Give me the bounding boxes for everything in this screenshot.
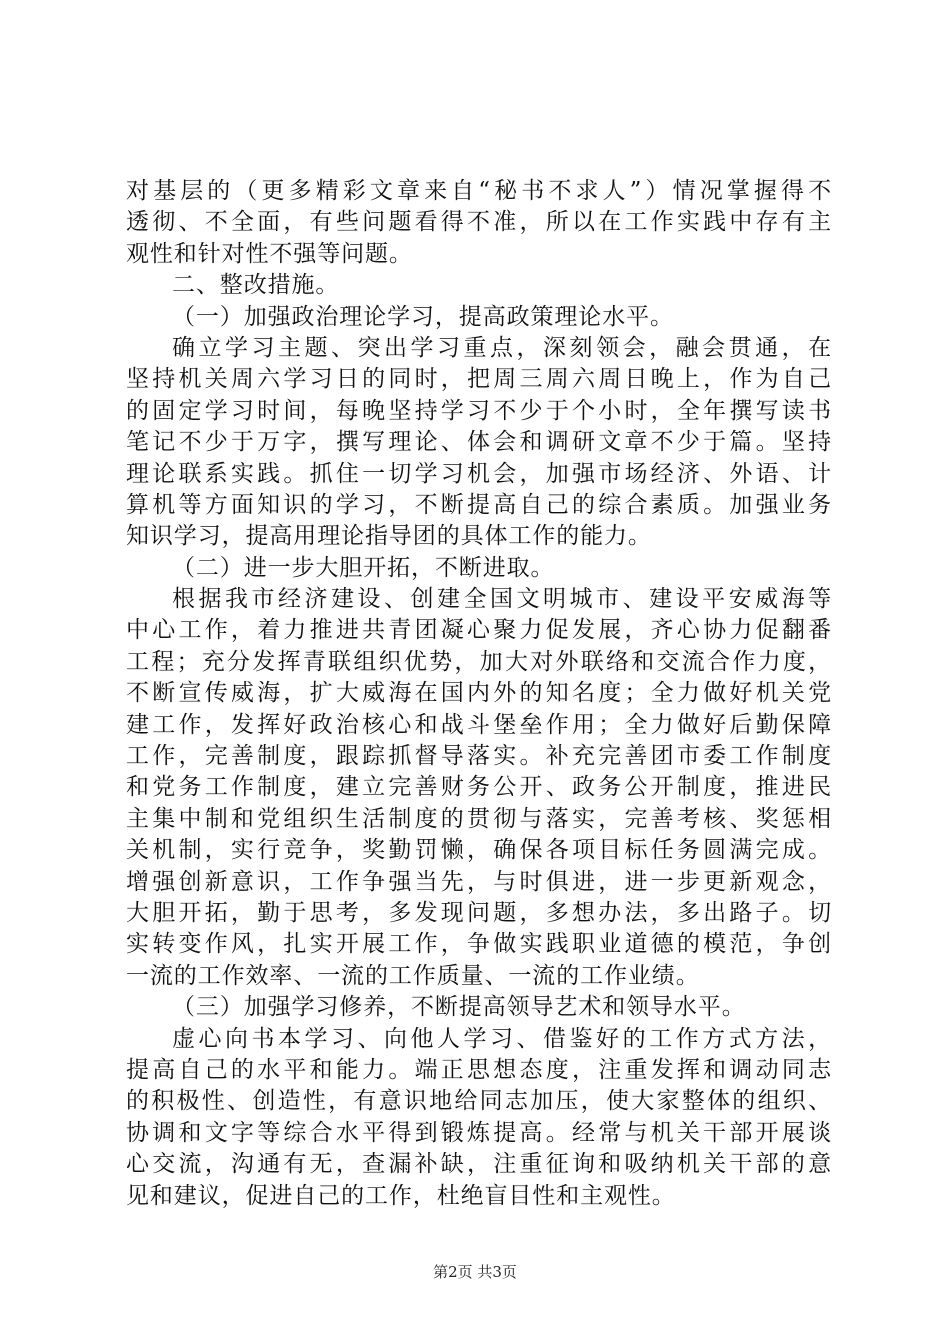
body-line: 一流的工作效率、一流的工作质量、一流的工作业绩。 — [126, 962, 700, 989]
body-line: 关机制，实行竞争，奖勤罚懒，确保各项目标任务圆满完成。 — [126, 837, 832, 864]
document-body — [126, 176, 832, 1212]
body-line: 主集中制和党组织生活制度的贯彻与落实，完善考核、奖惩相 — [126, 805, 832, 832]
body-line: 中心工作，着力推进共青团凝心聚力促发展，齐心协力促翻番 — [126, 617, 832, 644]
body-line: 不断宣传威海，扩大威海在国内外的知名度；全力做好机关党 — [126, 680, 832, 707]
body-line: 观性和针对性不强等问题。 — [126, 240, 413, 267]
body-line: 实转变作风，扎实开展工作，争做实践职业道德的模范，争创 — [126, 931, 832, 958]
body-line: 的固定学习时间，每晚坚持学习不少于个小时，全年撰写读书 — [126, 397, 832, 424]
body-line: （三）加强学习修养，不断提高领导艺术和领导水平。 — [172, 994, 746, 1021]
body-line: 见和建议，促进自己的工作，杜绝盲目性和主观性。 — [126, 1182, 676, 1209]
body-line: （二）进一步大胆开拓，不断进取。 — [172, 554, 555, 581]
body-line: 和党务工作制度，建立完善财务公开、政务公开制度，推进民 — [126, 774, 832, 801]
body-line: 建工作，发挥好政治核心和战斗堡垒作用；全力做好后勤保障 — [126, 711, 832, 738]
body-line: 根据我市经济建设、创建全国文明城市、建设平安威海等 — [172, 586, 832, 613]
body-line: （一）加强政治理论学习，提高政策理论水平。 — [172, 303, 674, 330]
body-line: 工作，完善制度，跟踪抓督导落实。补充完善团市委工作制度 — [126, 743, 832, 770]
body-line: 理论联系实践。抓住一切学习机会，加强市场经济、外语、计 — [126, 460, 832, 487]
body-line: 工程；充分发挥青联组织优势，加大对外联络和交流合作力度， — [126, 648, 832, 675]
body-line: 虚心向书本学习、向他人学习、借鉴好的工作方式方法， — [172, 1025, 832, 1052]
page-footer: 第2页 共3页 — [433, 1263, 517, 1281]
body-line: 坚持机关周六学习日的同时，把周三周六周日晚上，作为自己 — [126, 366, 832, 393]
body-line: 确立学习主题、突出学习重点，深刻领会，融会贯通，在 — [172, 334, 832, 361]
body-line: 协调和文字等综合水平得到锻炼提高。经常与机关干部开展谈 — [126, 1119, 832, 1146]
body-line: 提高自己的水平和能力。端正思想态度，注重发挥和调动同志 — [126, 1056, 832, 1083]
body-line: 增强创新意识，工作争强当先，与时俱进，进一步更新观念， — [126, 868, 832, 895]
body-line: 透彻、不全面，有些问题看得不准，所以在工作实践中存有主 — [126, 209, 832, 236]
body-line: 的积极性、创造性，有意识地给同志加压，使大家整体的组织、 — [126, 1088, 832, 1115]
body-line: 笔记不少于万字，撰写理论、体会和调研文章不少于篇。坚持 — [126, 429, 832, 456]
body-line: 二、整改措施。 — [172, 272, 340, 299]
body-line: 知识学习，提高用理论指导团的具体工作的能力。 — [126, 523, 652, 550]
body-line: 大胆开拓，勤于思考，多发现问题，多想办法，多出路子。切 — [126, 899, 832, 926]
body-line: 对基层的（更多精彩文章来自“秘书不求人”）情况掌握得不 — [126, 178, 832, 204]
body-line: 算机等方面知识的学习，不断提高自己的综合素质。加强业务 — [126, 491, 832, 518]
body-line: 心交流，沟通有无，查漏补缺，注重征询和吸纳机关干部的意 — [126, 1151, 832, 1178]
